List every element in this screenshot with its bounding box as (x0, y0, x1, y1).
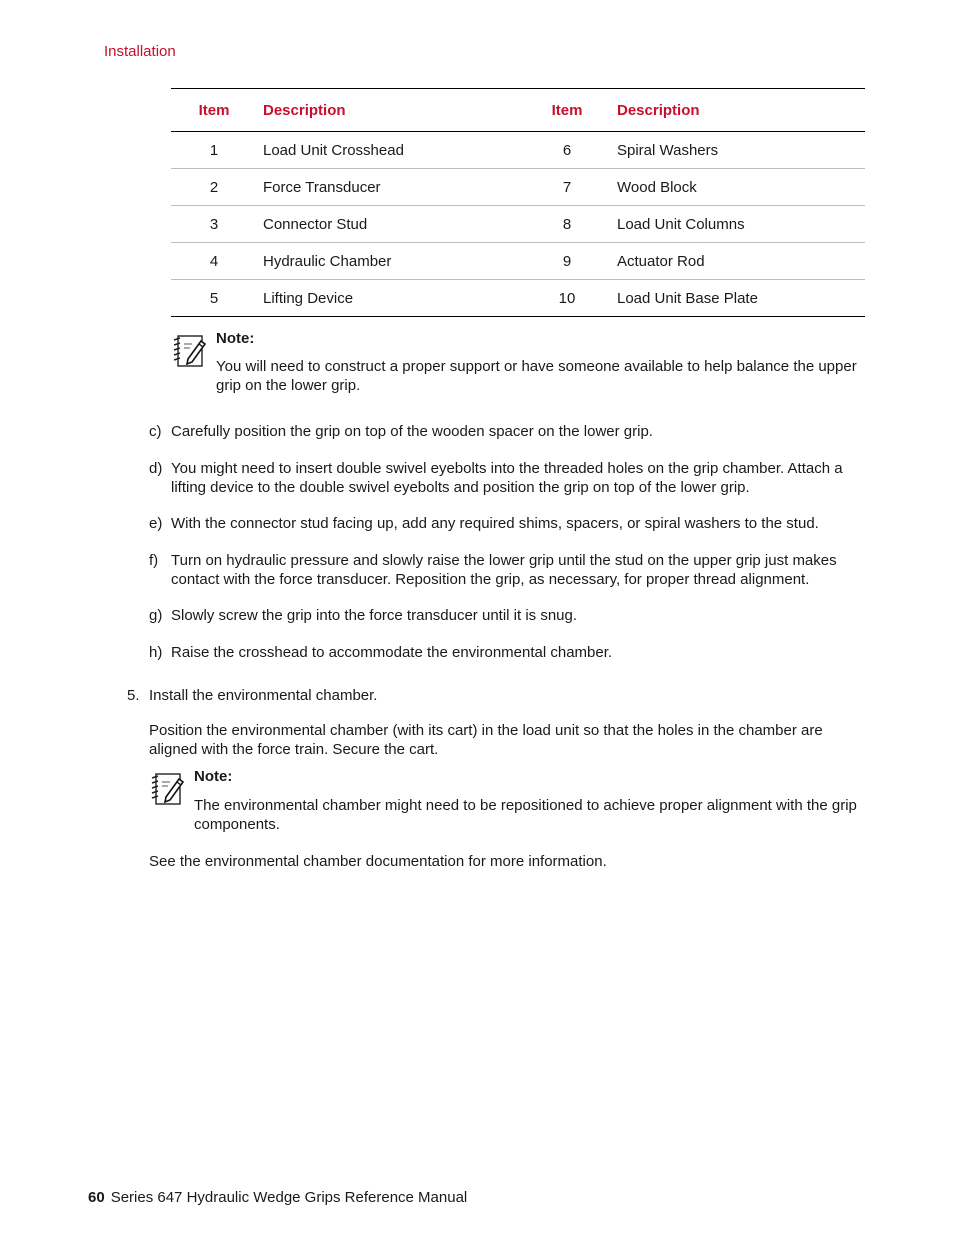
table-row (171, 132, 865, 169)
item-number: 2 (171, 169, 257, 206)
column-header-item: Item (171, 89, 257, 132)
item-description: Wood Block (605, 169, 865, 206)
item-number: 7 (529, 169, 605, 206)
item-description: Actuator Rod (605, 243, 865, 280)
table-row (171, 243, 865, 280)
note-title: Note: (216, 330, 255, 347)
note-pencil-icon (150, 771, 184, 811)
note-body: You will need to construct a proper support or have someone available to help balance the upper grip on the lower grip. (216, 358, 857, 394)
item-description: Force Transducer (257, 169, 529, 206)
substep-label: c) (149, 423, 162, 440)
substep-label: f) (149, 552, 159, 569)
item-number: 4 (171, 243, 257, 280)
see-more-text: See the environmental chamber documentation for more information. (149, 853, 607, 870)
substep-text: With the connector stud facing up, add any required shims, spacers, or spiral washers to the stud. (171, 515, 819, 532)
item-number: 6 (529, 132, 605, 169)
item-description: Connector Stud (257, 206, 529, 243)
substep-text: You might need to insert double swivel eyebolts into the threaded holes on the grip chamber. Attach a lifting device to the double swivel eyebolts and position the grip on top of the lower grip. (171, 460, 843, 496)
column-header-description: Description (257, 89, 529, 132)
note-pencil-icon (172, 333, 206, 373)
item-number: 9 (529, 243, 605, 280)
column-header-description: Description (605, 89, 865, 132)
item-description: Load Unit Crosshead (257, 132, 529, 169)
page-number: 60 (88, 1189, 105, 1206)
table-row (171, 280, 865, 317)
parts-table (171, 88, 865, 317)
note-title: Note: (194, 768, 233, 785)
item-description: Load Unit Base Plate (617, 289, 758, 307)
table-header-row (171, 89, 865, 132)
step-paragraph: Position the environmental chamber (with its cart) in the load unit so that the holes in the chamber are aligned with the force train. Secure the cart. (149, 722, 823, 758)
step-number: 5. (127, 687, 140, 704)
substep-label: g) (149, 607, 163, 624)
substep-text: Slowly screw the grip into the force transducer until it is snug. (171, 607, 578, 624)
page-footer (88, 1189, 467, 1206)
item-description: Hydraulic Chamber (257, 243, 529, 280)
item-number: 5 (209, 289, 219, 307)
substep-text: Carefully position the grip on top of the wooden spacer on the lower grip. (171, 423, 653, 440)
item-description: Spiral Washers (605, 132, 865, 169)
table-row (171, 169, 865, 206)
item-description: Load Unit Columns (605, 206, 865, 243)
item-number: 10 (558, 289, 576, 307)
item-number: 1 (171, 132, 257, 169)
substep-text: Turn on hydraulic pressure and slowly raise the lower grip until the stud on the upper grip just makes contact with the force transducer. Reposition the grip, as necessary, for proper thread alignment. (171, 552, 837, 588)
substep-text: Raise the crosshead to accommodate the environmental chamber. (171, 644, 613, 661)
substep-label: e) (149, 515, 163, 532)
manual-title: Series 647 Hydraulic Wedge Grips Reference Manual (110, 1189, 468, 1206)
step-title: Install the environmental chamber. (149, 687, 378, 704)
section-header: Installation (104, 43, 176, 60)
item-number: 8 (529, 206, 605, 243)
substep-label: h) (149, 644, 163, 661)
substep-label: d) (149, 460, 163, 477)
item-number: 3 (171, 206, 257, 243)
table-row (171, 206, 865, 243)
item-description: Lifting Device (263, 289, 354, 307)
note-body: The environmental chamber might need to be repositioned to achieve proper alignment with the grip components. (194, 797, 857, 833)
column-header-item: Item (529, 89, 605, 132)
